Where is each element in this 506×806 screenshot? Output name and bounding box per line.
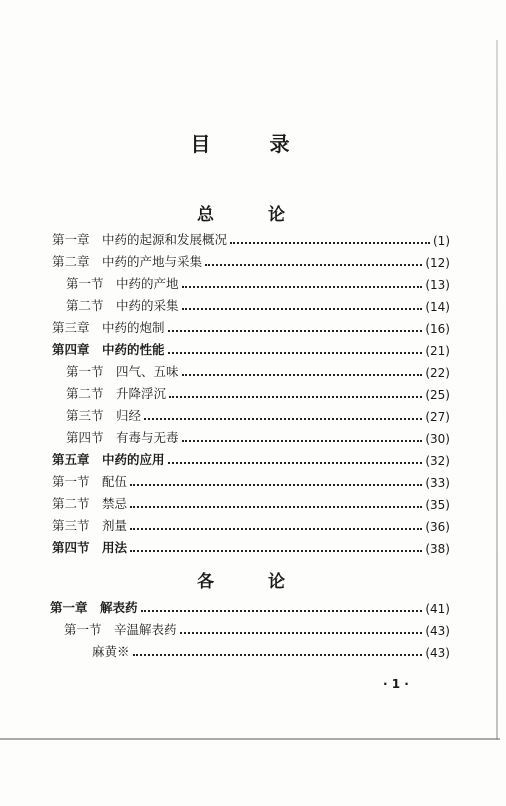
toc-entry [66, 296, 450, 314]
leader-dots [130, 506, 422, 508]
toc-entry-label: 第一节 辛温解表药 [64, 622, 177, 637]
toc-entry-page: (25) [425, 388, 450, 402]
toc-entry-page: (21) [425, 344, 450, 358]
leader-dots [130, 484, 422, 486]
toc-entry-label: 第一节 配伍 [52, 474, 128, 489]
leader-dots [230, 242, 430, 244]
toc-entry-label: 第一章 中药的起源和发展概况 [52, 232, 228, 247]
leader-dots [144, 418, 422, 420]
leader-dots [130, 528, 422, 530]
toc-entry-page: (43) [425, 646, 450, 660]
toc-entry [66, 274, 450, 292]
leader-dots [182, 440, 423, 442]
toc-entry-label: 第一节 中药的产地 [66, 276, 179, 291]
toc-entry-page: (32) [425, 454, 450, 468]
page-edge-bottom [0, 738, 500, 740]
leader-dots [141, 610, 423, 612]
toc-entry-label: 第一章 解表药 [50, 600, 138, 615]
section-heading-specific: 各 论 [197, 572, 309, 592]
page-number: · 1 · [383, 677, 409, 691]
toc-entry-label: 第二章 中药的产地与采集 [52, 254, 203, 269]
toc-entry-label: 第四节 有毒与无毒 [66, 430, 179, 445]
toc-entry-page: (12) [425, 256, 450, 270]
toc-entry [50, 598, 450, 616]
toc-entry [66, 428, 450, 446]
toc-entry-page: (27) [425, 410, 450, 424]
toc-entry [64, 620, 450, 638]
toc-entry-label: 第二节 升降浮沉 [66, 386, 167, 401]
toc-entry [52, 318, 450, 336]
toc-entry-page: (13) [425, 278, 450, 292]
toc-entry [66, 406, 450, 424]
leader-dots [168, 462, 423, 464]
leader-dots [180, 632, 423, 634]
toc-entry-label: 第三节 剂量 [52, 518, 128, 533]
toc-entry-label: 第三节 归经 [66, 408, 142, 423]
toc-entry-page: (41) [425, 602, 450, 616]
toc-entry [52, 340, 450, 358]
toc-entry-label: 第二节 中药的采集 [66, 298, 179, 313]
toc-entry-label: 第五章 中药的应用 [52, 452, 165, 467]
toc-entry-page: (43) [425, 624, 450, 638]
toc-entry [52, 538, 450, 556]
toc-entry-label: 第四节 用法 [52, 540, 128, 555]
leader-dots [168, 330, 423, 332]
leader-dots [182, 308, 423, 310]
section-heading-general: 总 论 [197, 205, 309, 225]
toc-entry-page: (30) [425, 432, 450, 446]
leader-dots [130, 550, 422, 552]
toc-entry-page: (14) [425, 300, 450, 314]
toc-entry-label: 第二节 禁忌 [52, 496, 128, 511]
page-title: 目 录 [190, 132, 316, 156]
toc-entry-label: 第四章 中药的性能 [52, 342, 165, 357]
toc-entry-page: (33) [425, 476, 450, 490]
toc-entry-page: (36) [425, 520, 450, 534]
toc-entry [52, 472, 450, 490]
toc-entry [52, 516, 450, 534]
toc-entry-label: 第三章 中药的炮制 [52, 320, 165, 335]
leader-dots [133, 654, 423, 656]
toc-entry [52, 230, 450, 248]
toc-entry [66, 362, 450, 380]
toc-entry-page: (35) [425, 498, 450, 512]
leader-dots [169, 396, 422, 398]
leader-dots [168, 352, 423, 354]
toc-entry-label: 麻黄※ [92, 644, 130, 659]
toc-entry [66, 384, 450, 402]
toc-entry-page: (38) [425, 542, 450, 556]
toc-entry-label: 第一节 四气、五味 [66, 364, 179, 379]
leader-dots [182, 286, 423, 288]
toc-entry [52, 450, 450, 468]
leader-dots [182, 374, 423, 376]
toc-entry-page: (22) [425, 366, 450, 380]
leader-dots [205, 264, 422, 266]
toc-entry [52, 252, 450, 270]
toc-entry-page: (1) [433, 234, 450, 248]
toc-entry-page: (16) [425, 322, 450, 336]
toc-entry [52, 494, 450, 512]
toc-entry [92, 642, 450, 660]
